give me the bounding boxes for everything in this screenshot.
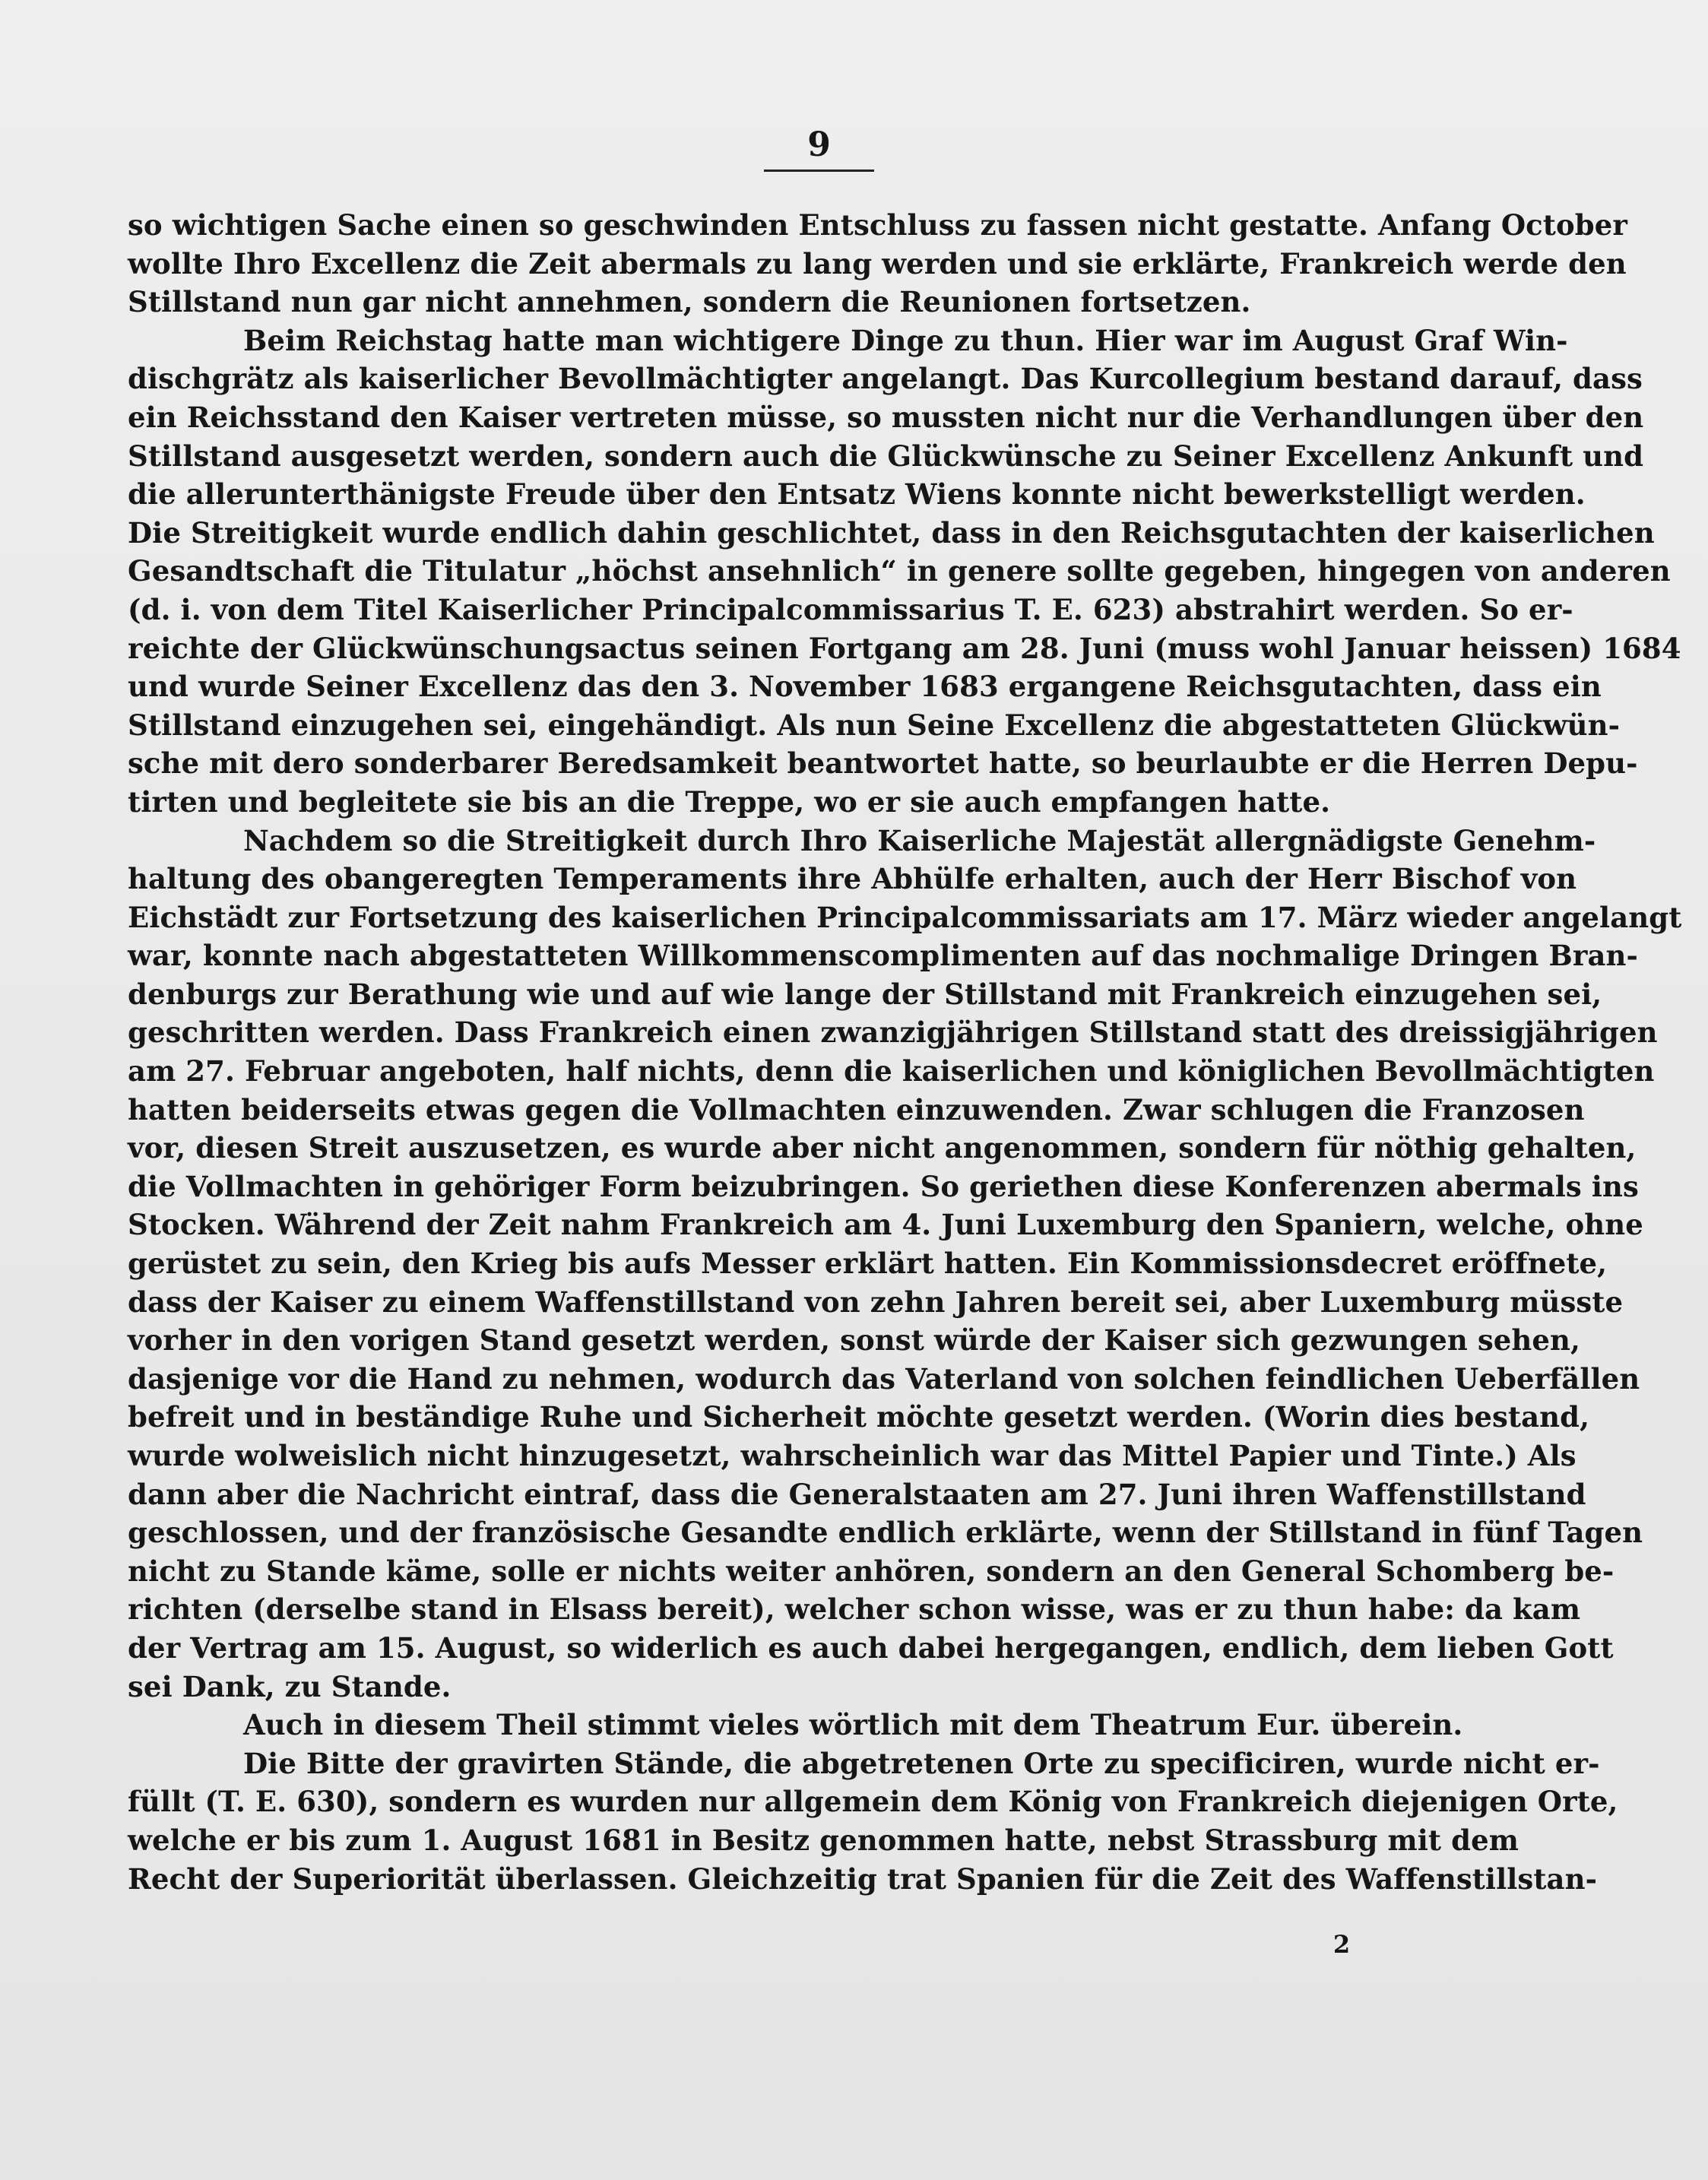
text-line: sei Dank, zu Stande.: [128, 1669, 452, 1703]
text-line: Die Bitte der gravirten Stände, die abgetretenen Orte zu specificiren, wurde nicht er-: [243, 1746, 1600, 1780]
text-line: die Vollmachten in gehöriger Form beizubringen. So geriethen diese Konferenzen abermals ins: [128, 1169, 1639, 1203]
text-line: Recht der Superiorität überlassen. Gleichzeitig trat Spanien für die Zeit des Waffenstillstan-: [128, 1862, 1598, 1896]
text-line: Stillstand einzugehen sei, eingehändigt. Als nun Seine Excellenz die abgestatteten Glückwün-: [128, 708, 1621, 742]
text-line: richten (derselbe stand in Elsass bereit), welcher schon wisse, was er zu thun habe: da kam: [128, 1592, 1581, 1627]
text-line: Stillstand nun gar nicht annehmen, sondern die Reunionen fortsetzen.: [128, 285, 1251, 319]
text-line: und wurde Seiner Excellenz das den 3. November 1683 ergangene Reichsgutachten, dass ein: [128, 670, 1602, 704]
signature-mark: 2: [1332, 1930, 1351, 1959]
body-text: [128, 206, 1682, 1898]
text-line: so wichtigen Sache einen so geschwinden Entschluss zu fassen nicht gestatte. Anfang October: [128, 208, 1627, 242]
text-line: wurde wolweislich nicht hinzugesetzt, wahrscheinlich war das Mittel Papier und Tinte.) Als: [128, 1439, 1576, 1472]
text-line: tirten und begleitete sie bis an die Treppe, wo er sie auch empfangen hatte.: [128, 784, 1331, 819]
text-line: füllt (T. E. 630), sondern es wurden nur allgemein dem König von Frankreich diejenigen Orte,: [128, 1785, 1618, 1819]
text-line: nicht zu Stande käme, solle er nichts weiter anhören, sondern an den General Schomberg be-: [128, 1554, 1615, 1588]
text-line: dischgrätz als kaiserlicher Bevollmächtigter angelangt. Das Kurcollegium bestand darauf, dass: [128, 362, 1643, 396]
text-line: haltung des obangeregten Temperaments ihre Abhülfe erhalten, auch der Herr Bischof von: [128, 862, 1577, 896]
text-line: am 27. Februar angeboten, half nichts, denn die kaiserlichen und königlichen Bevollmächtigten: [128, 1054, 1655, 1088]
text-line: geschlossen, und der französische Gesandte endlich erklärte, wenn der Stillstand in fünf Tagen: [128, 1516, 1643, 1550]
text-line: welche er bis zum 1. August 1681 in Besitz genommen hatte, nebst Strassburg mit dem: [128, 1823, 1519, 1857]
text-line: Auch in diesem Theil stimmt vieles wörtlich mit dem Theatrum Eur. überein.: [243, 1708, 1463, 1742]
text-line: geschritten werden. Dass Frankreich einen zwanzigjährigen Stillstand statt des dreissigjährigen: [128, 1016, 1658, 1050]
page-number: 9: [764, 124, 874, 172]
text-line: gerüstet zu sein, den Krieg bis aufs Messer erklärt hatten. Ein Kommissionsdecret eröffnete,: [128, 1247, 1608, 1281]
text-line: (d. i. von dem Titel Kaiserlicher Principalcommissarius T. E. 623) abstrahirt werden. So er-: [128, 592, 1573, 626]
text-line: Eichstädt zur Fortsetzung des kaiserlichen Principalcommissariats am 17. März wieder angelangt: [128, 900, 1682, 934]
text-line: sche mit dero sonderbarer Beredsamkeit beantwortet hatte, so beurlaubte er die Herren Depu-: [128, 746, 1638, 781]
text-line: die allerunterthänigste Freude über den Entsatz Wiens konnte nicht bewerkstelligt werden.: [128, 477, 1586, 512]
text-line: Stillstand ausgesetzt werden, sondern auch die Glückwünsche zu Seiner Excellenz Ankunft und: [128, 439, 1644, 473]
text-line: dass der Kaiser zu einem Waffenstillstand von zehn Jahren bereit sei, aber Luxemburg müsste: [128, 1285, 1624, 1319]
text-line: wollte Ihro Excellenz die Zeit abermals zu lang werden und sie erklärte, Frankreich werde den: [128, 246, 1627, 280]
text-line: Nachdem so die Streitigkeit durch Ihro Kaiserliche Majestät allergnädigste Genehm-: [243, 823, 1596, 857]
text-line: befreit und in beständige Ruhe und Sicherheit möchte gesetzt werden. (Worin dies bestand,: [128, 1400, 1590, 1434]
text-line: Gesandtschaft die Titulatur „höchst ansehnlich“ in genere sollte gegeben, hingegen von anderen: [128, 554, 1671, 588]
text-line: dasjenige vor die Hand zu nehmen, wodurch das Vaterland von solchen feindlichen Ueberfällen: [128, 1361, 1640, 1396]
text-line: vorher in den vorigen Stand gesetzt werden, sonst würde der Kaiser sich gezwungen sehen,: [128, 1323, 1581, 1358]
text-line: Stocken. Während der Zeit nahm Frankreich am 4. Juni Luxemburg den Spaniern, welche, ohne: [128, 1208, 1643, 1242]
text-line: war, konnte nach abgestatteten Willkommenscomplimenten auf das nochmalige Dringen Bran-: [128, 939, 1638, 973]
text-line: hatten beiderseits etwas gegen die Vollmachten einzuwenden. Zwar schlugen die Franzosen: [128, 1092, 1585, 1126]
text-line: der Vertrag am 15. August, so widerlich es auch dabei hergegangen, endlich, dem lieben Gott: [128, 1630, 1614, 1665]
text-line: Beim Reichstag hatte man wichtigere Dinge zu thun. Hier war im August Graf Win-: [243, 323, 1568, 357]
text-line: denburgs zur Berathung wie und auf wie lange der Stillstand mit Frankreich einzugehen sei,: [128, 977, 1602, 1011]
text-line: Die Streitigkeit wurde endlich dahin geschlichtet, dass in den Reichsgutachten der kaiserlichen: [128, 515, 1655, 550]
text-line: vor, diesen Streit auszusetzen, es wurde aber nicht angenommen, sondern für nöthig gehalten,: [128, 1131, 1637, 1165]
text-line: reichte der Glückwünschungsactus seinen Fortgang am 28. Juni (muss wohl Januar heissen) 1684: [128, 631, 1681, 665]
text-line: ein Reichsstand den Kaiser vertreten müsse, so mussten nicht nur die Verhandlungen über den: [128, 400, 1644, 434]
text-line: dann aber die Nachricht eintraf, dass die Generalstaaten am 27. Juni ihren Waffenstillstand: [128, 1477, 1586, 1511]
